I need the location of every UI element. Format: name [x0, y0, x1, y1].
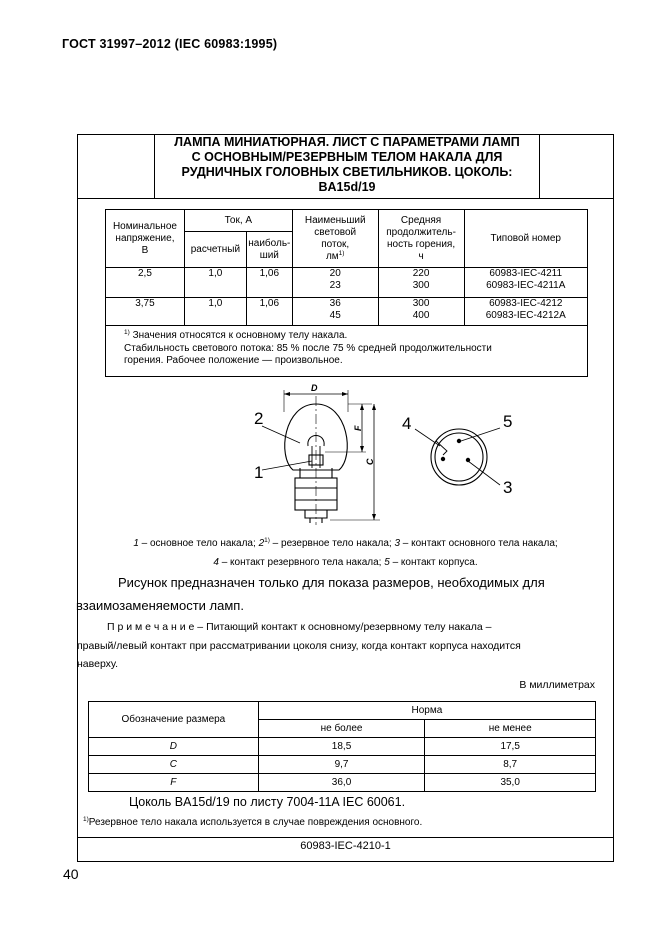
dim-d-label: D: [311, 383, 318, 393]
header-current-max: наиболь- ший: [246, 232, 292, 268]
dim-f-label: F: [353, 425, 363, 431]
header-dimension-name: Обозначение размера: [89, 702, 259, 738]
header-min: не менее: [425, 720, 596, 738]
callout-4: 4: [402, 414, 412, 433]
callout-3: 3: [503, 478, 513, 497]
title-line: BA15d/19: [318, 180, 376, 194]
document-header: ГОСТ 31997–2012 (IEC 60983:1995): [62, 37, 278, 51]
header-norm: Норма: [258, 702, 595, 720]
table-row: 3,75 1,0 1,06 36 45 300 400 60983-IEC-4212 60983-IEC-4212A: [106, 298, 588, 326]
figure-description-cont: взаимозаменяемости ламп.: [76, 598, 244, 613]
figure-legend-line: 4 – контакт резервного тела накала; 5 – контакт корпуса.: [213, 557, 478, 568]
base-reference: Цоколь BA15d/19 по листу 7004-11A IEC 60061.: [129, 795, 406, 809]
base-bottom-view: [431, 429, 487, 485]
title-line: ЛАМПА МИНИАТЮРНАЯ. ЛИСТ С ПАРАМЕТРАМИ ЛАМП: [174, 135, 520, 149]
table-notes: $^{1)}$ Значения относятся к основному телу накала. Стабильность светового потока: 85 % после 75 % средней продолжительности горения. Рабочее положение — произвольное.: [106, 326, 588, 377]
footer-separator: [77, 837, 614, 838]
figure-description: Рисунок предназначен только для показа размеров, необходимых для: [118, 575, 545, 590]
callout-5: 5: [503, 412, 513, 431]
units-caption: В миллиметрах: [519, 679, 595, 691]
header-max: не более: [258, 720, 425, 738]
title-line: С ОСНОВНЫМ/РЕЗЕРВНЫМ ТЕЛОМ НАКАЛА ДЛЯ: [191, 150, 503, 164]
dimensions-table: [88, 701, 596, 792]
header-voltage: Номинальное напряжение, В: [106, 210, 185, 268]
table-row: C 9,7 8,7: [89, 756, 596, 774]
header-current: Ток, А: [184, 210, 292, 232]
table-row: D 18,5 17,5: [89, 738, 596, 756]
callout-1: 1: [254, 463, 264, 482]
note-line: наверху.: [77, 658, 119, 670]
header-flux: Наименьший световой поток, $лм^{1)}$: [292, 210, 378, 268]
header-current-rated: расчетный: [184, 232, 246, 268]
callout-2: 2: [254, 409, 264, 428]
sheet-code: 60983-IEC-4210-1: [300, 840, 391, 852]
lamp-drawing: [230, 375, 530, 535]
title-separator: [77, 198, 614, 199]
note-line: правый/левый контакт при рассматривании цоколя снизу, когда контакт корпуса находится: [77, 640, 521, 652]
title-line: РУДНИЧНЫХ ГОЛОВНЫХ СВЕТИЛЬНИКОВ. ЦОКОЛЬ:: [181, 165, 513, 179]
table-row: F 36,0 35,0: [89, 774, 596, 792]
sheet-title: [154, 134, 540, 198]
table-row: 2,5 1,0 1,06 20 23 220 300 60983-IEC-4211 60983-IEC-4211A: [106, 268, 588, 298]
header-type: Типовой номер: [464, 210, 587, 268]
figure-legend-line: 1 – основное тело накала; 2$^{1)}$ – резервное тело накала; 3 – контакт основного тела накала;: [133, 537, 558, 549]
parameters-table: [105, 209, 588, 377]
footnote: $^{1)}$Резервное тело накала используется в случае повреждения основного.: [83, 816, 423, 828]
note-line: П р и м е ч а н и е – Питающий контакт к основному/резервному телу накала –: [107, 621, 492, 633]
header-life: Средняя продолжитель- ность горения, ч: [378, 210, 464, 268]
page-number: 40: [63, 866, 79, 882]
dim-c-label: C: [365, 458, 375, 465]
